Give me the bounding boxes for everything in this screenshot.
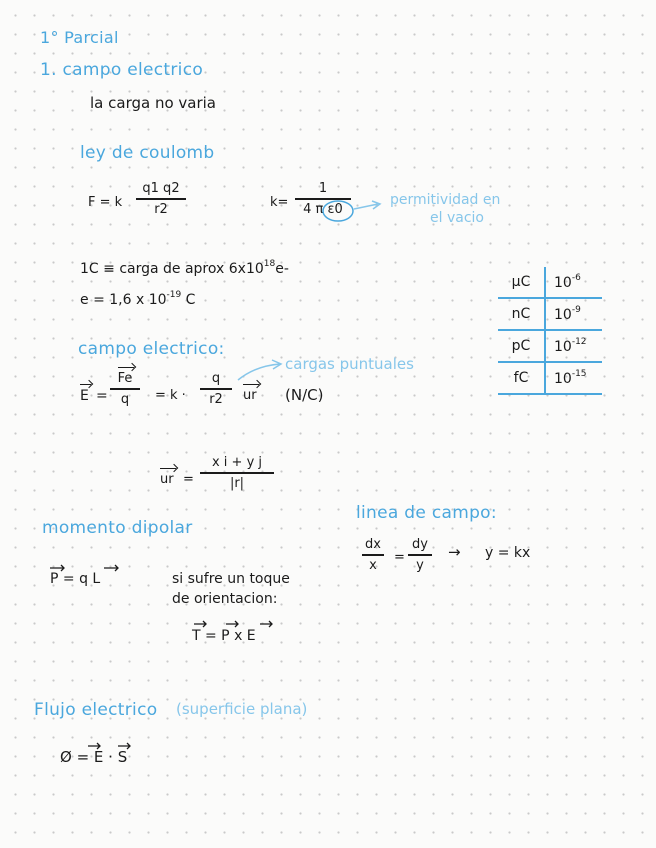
k-lhs: k= xyxy=(270,195,289,210)
point-charges-note: cargas puntuales xyxy=(285,355,414,373)
dx-fraction xyxy=(362,538,384,572)
flux-heading: Flujo electrico xyxy=(34,700,158,720)
point-charges-arrow xyxy=(238,364,280,380)
field-heading: campo electrico: xyxy=(78,339,225,359)
field-line-result: y = kx xyxy=(485,545,531,561)
permittivity-arrowhead xyxy=(372,201,380,209)
force-denominator: r2 xyxy=(154,201,168,217)
table-row: nC $10^{-9}$ xyxy=(498,298,602,330)
dy-fraction xyxy=(408,538,432,572)
torque-note-2: de orientacion: xyxy=(172,591,278,607)
ur-fraction xyxy=(200,456,274,490)
field-symbol: E xyxy=(80,388,89,404)
dipole-heading: momento dipolar xyxy=(42,518,193,538)
kq-numerator: q xyxy=(211,371,221,386)
k-fraction xyxy=(295,182,351,216)
field-equals: = xyxy=(96,388,108,404)
dy-denominator: y xyxy=(416,557,424,573)
page-title: 1° Parcial xyxy=(40,28,119,47)
field-fraction xyxy=(110,372,140,406)
k-factor: = k · xyxy=(155,388,186,403)
charge-statement: la carga no varia xyxy=(90,94,216,112)
k-numerator: 1 xyxy=(318,181,328,196)
ur-numerator: x i + y j xyxy=(211,455,263,470)
permittivity-arrow xyxy=(354,204,378,209)
force-fraction xyxy=(136,182,186,216)
torque-equation: T = P x E xyxy=(192,628,256,644)
dx-numerator: dx xyxy=(365,537,381,552)
coulomb-definition: 1C ≡ carga de aprox $6x10^{18}e-$ xyxy=(80,259,289,277)
field-line-heading: linea de campo: xyxy=(356,503,497,523)
table-row: fC $10^{-15}$ xyxy=(498,362,602,394)
unit-vector-symbol: ur xyxy=(243,388,257,403)
coulomb-heading: ley de coulomb xyxy=(80,143,215,163)
force-lhs: F = k xyxy=(88,195,123,210)
field-units: (N/C) xyxy=(285,386,324,404)
table-row: μC $10^{-6}$ xyxy=(498,267,602,298)
fe-numerator: Fe xyxy=(117,371,133,386)
kq-denominator: r2 xyxy=(209,391,223,407)
permittivity-note-2: el vacio xyxy=(430,210,484,226)
permittivity-note: permitividad en xyxy=(390,192,501,208)
ur-lhs: ur xyxy=(160,472,174,487)
flux-subtitle: (superficie plana) xyxy=(176,700,308,718)
fe-denominator: q xyxy=(120,391,130,407)
kq-fraction xyxy=(200,372,232,406)
ur-denominator: |r| xyxy=(229,475,245,491)
flux-equation: Ø = E · S xyxy=(60,748,128,766)
section-heading: 1. campo electrico xyxy=(40,60,204,80)
dx-denominator: x xyxy=(369,557,377,573)
table-row: pC $10^{-12}$ xyxy=(498,330,602,362)
implies-arrow: → xyxy=(448,543,461,561)
field-line-equals: = xyxy=(394,550,405,565)
units-table xyxy=(498,267,602,395)
electron-charge: e = 1,6 x $10^{-19}$ C xyxy=(80,290,196,308)
ur-equals: = xyxy=(183,472,194,487)
torque-note: si sufre un toque xyxy=(172,571,290,587)
force-numerator: q1 q2 xyxy=(142,181,180,196)
k-denominator: 4 π ε0 xyxy=(303,201,343,217)
dy-numerator: dy xyxy=(412,537,428,552)
point-charges-arrowhead xyxy=(272,360,281,369)
dipole-equation: P = q L xyxy=(50,571,101,587)
